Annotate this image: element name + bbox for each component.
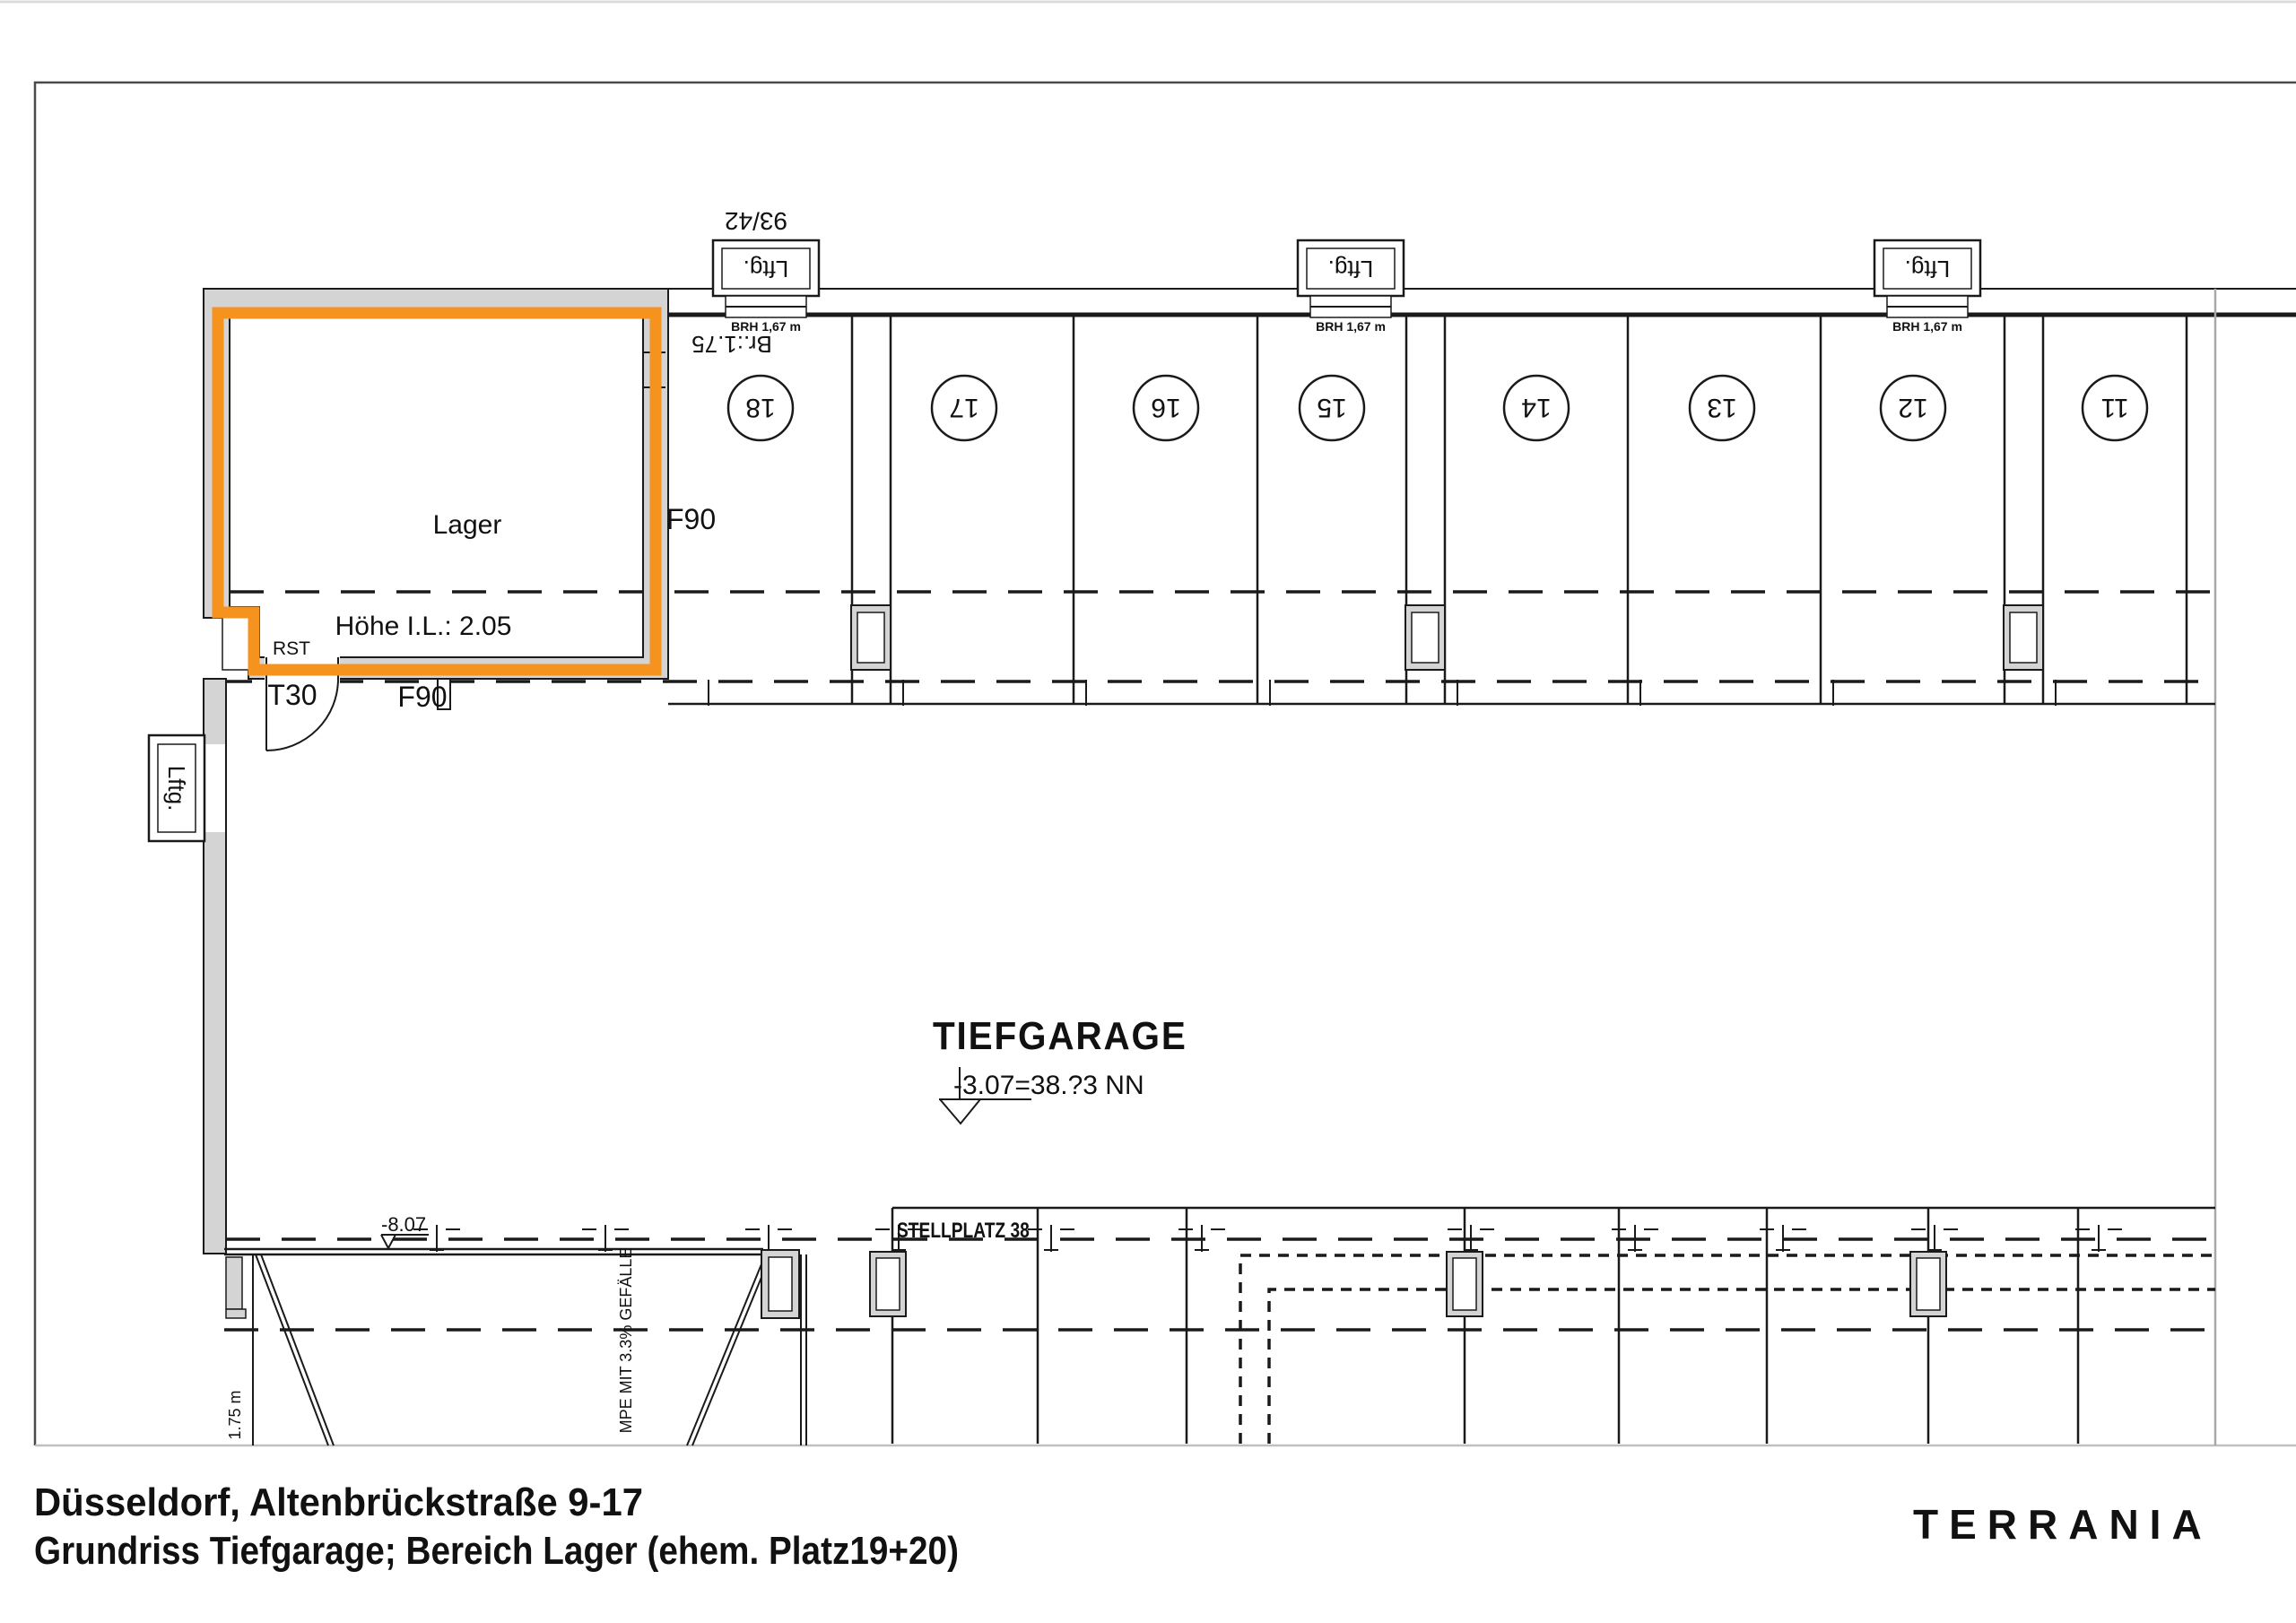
level-center-label: -3.07=38.?3 NN [953, 1071, 1144, 1100]
terrania-logo: TERRANIA [1913, 1501, 2213, 1548]
rst-label: RST [273, 638, 310, 659]
lftg-label-3: Lftg. [1904, 256, 1951, 282]
ramp-width-label: 1.75 m [226, 1390, 244, 1440]
stall-14 [1504, 376, 1569, 440]
ramp-level-symbol [381, 1235, 429, 1248]
title-block [34, 1480, 2213, 1573]
ramp-left-diagonal [256, 1254, 334, 1445]
pillar-inner [1412, 612, 1439, 663]
stellplatz-label: STELLPLATZ 38 [897, 1217, 1030, 1243]
pillar-inner [857, 612, 884, 663]
f90-floor-label: F90 [397, 681, 448, 713]
stall-16 [1134, 376, 1198, 440]
pillar-boxes-upper [851, 605, 2043, 670]
pillar-inner [876, 1258, 900, 1310]
ramp-level-label: -8.07 [381, 1213, 427, 1236]
pillar-inner [1453, 1258, 1476, 1310]
parcel-label: 93/42 [724, 207, 788, 235]
ramp-right-wall [801, 1254, 806, 1445]
tiefgarage-label: TIEFGARAGE [933, 1013, 1187, 1058]
stall-number: 17 [949, 393, 979, 422]
stall-18 [728, 376, 793, 440]
stall-number: 16 [1151, 393, 1181, 422]
stall-12 [1881, 376, 1945, 440]
stall-number: 18 [745, 393, 776, 422]
pillar-inner [1917, 1258, 1940, 1310]
stall-number: 12 [1898, 393, 1928, 422]
divider-lines [852, 317, 2187, 704]
stall-17 [932, 376, 996, 440]
ramp-right-diagonal [687, 1260, 769, 1445]
stall-number: 13 [1707, 393, 1737, 422]
brh-label-2: BRH 1,67 m [1316, 319, 1386, 334]
stall-15 [1300, 376, 1364, 440]
left-wall-pier [226, 1257, 242, 1309]
pillar-inner [2010, 612, 2037, 663]
stall-numbers [728, 376, 2147, 440]
stall-number: 14 [1521, 393, 1552, 422]
brh-label-1: BRH 1,67 m [731, 319, 801, 334]
left-wall-pier-step [226, 1309, 246, 1318]
hidden-edge-dashed-1 [1240, 1255, 2215, 1444]
lower-structure [224, 1208, 2215, 1445]
lftg-label-1: Lftg. [743, 256, 789, 282]
lower-row-dividers [892, 1208, 2078, 1444]
f90-wall-label: F90 [666, 503, 717, 535]
lftg-left-label: Lftg. [163, 765, 190, 812]
title-line-1: Düsseldorf, Altenbrückstraße 9-17 [34, 1480, 643, 1525]
stall-13 [1690, 376, 1754, 440]
hidden-edge-dashed-2 [1269, 1289, 2215, 1444]
stall-number: 15 [1317, 393, 1347, 422]
pillar-inner [769, 1257, 792, 1311]
t30-label: T30 [267, 679, 317, 711]
hoehe-label: Höhe I.L.: 2.05 [335, 612, 512, 641]
level-symbol-triangle [381, 1235, 396, 1248]
lower-wall-double-line [224, 1249, 763, 1254]
gefaelle-label: MPE MIT 3.3% GEFÄLLE [617, 1247, 635, 1434]
lager-label: Lager [432, 510, 502, 540]
stall-front-stubs [709, 680, 2075, 706]
stall-11 [2083, 376, 2147, 440]
left-wall-shaft-opening [204, 744, 225, 832]
lftg-label-2: Lftg. [1327, 256, 1374, 282]
breite-label: Br.:1.75 [691, 331, 772, 358]
brh-label-3: BRH 1,67 m [1892, 319, 1962, 334]
level-symbol-triangle [940, 1099, 980, 1124]
title-line-2: Grundriss Tiefgarage; Bereich Lager (ehem. Platz19+20) [34, 1527, 959, 1573]
center-labels [933, 1013, 1187, 1124]
rst-niche [222, 612, 249, 670]
stall-number: 11 [2100, 393, 2129, 422]
